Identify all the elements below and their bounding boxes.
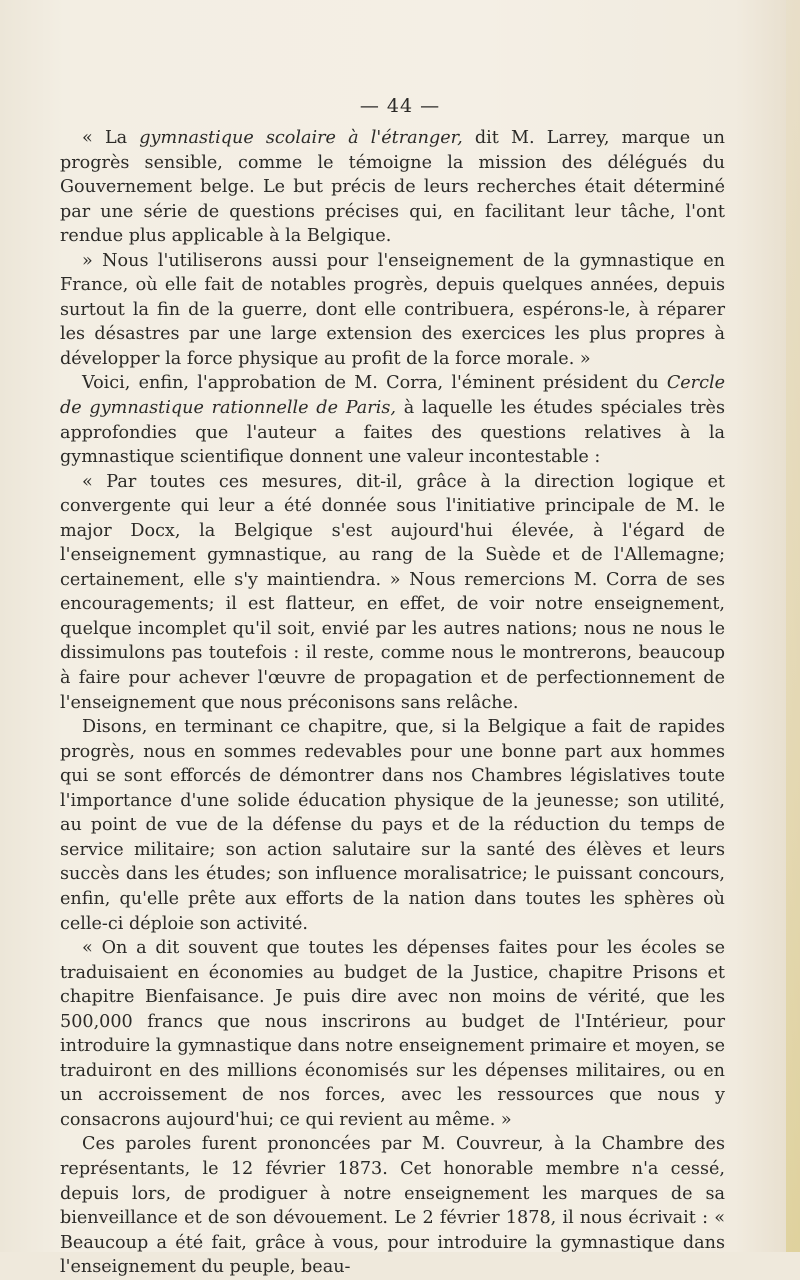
page-edge-stain (786, 0, 800, 1252)
paragraph-gymnastics-france: » Nous l'utiliserons aussi pour l'enseignement de la gymnastique en France, où elle fait de notables progrès, depuis quelques années, depuis surtout la fin de la guerre, dont elle contribuera, espérons-le, à réparer les désastres par une large extension des exercices les plus propres à développer la force physique au profit de la force morale. » (60, 250, 725, 369)
text-run: Voici, enfin, l'approbation de M. Corra, l'éminent président du (82, 373, 667, 394)
paragraph-corra-approval (60, 371, 725, 469)
page-number: — 44 — (359, 95, 441, 117)
paragraph-corra-quote: « Par toutes ces mesures, dit-il, grâce à la direction logique et convergente qui leur a été donnée sous l'initiative principale de M. le major Docx, la Belgique s'est aujourd'hui élevée, à l'égard de l'enseignement gymnastique, au rang de la Suède et de l'Allemagne; certainement, elle s'y maintiendra. » Nous remercions M. Corra de ses encouragements; il est flatteur, en effet, de voir notre enseignement, quelque incomplet qu'il soit, envié par les autres nations; nous ne nous le dissimulons pas toutefois : il reste, comme nous le montrerons, beaucoup à faire pour achever l'œuvre de propagation et de perfectionnement de l'enseignement que nous préconisons sans relâche. (60, 471, 725, 713)
italic-title: Cercle de gymnastique rationnelle de Paris, (60, 373, 725, 419)
italic-title: gymnastique scolaire à l'étranger, (139, 128, 463, 148)
text-run: « La (82, 128, 140, 148)
body-text (60, 126, 725, 1280)
text-run: à laquelle les études spéciales très approfondies que l'auteur a faites des questions relatives à la gymnastique scientifique donnent une valeur incontestable : (60, 398, 725, 468)
paragraph-chapter-conclusion: Disons, en terminant ce chapitre, que, si la Belgique a fait de rapides progrès, nous en sommes redevables pour une bonne part aux hommes qui se sont efforcés de démontrer dans nos Chambres législatives toute l'importance d'une solide éducation physique de la jeunesse; son utilité, au point de vue de la défense du pays et de la réduction du temps de service militaire; son action salutaire sur la santé des élèves et leurs succès dans les études; son influence moralisatrice; le puissant concours, enfin, qu'elle prête aux efforts de la nation dans toutes les sphères où celle-ci déploie son activité. (60, 717, 725, 934)
paragraph-larrey-quote (60, 126, 725, 249)
text-run: dit M. Larrey, marque un progrès sensible, comme le témoigne la mission des délégués du Gouvernement belge. Le but précis de leurs recherches était déterminé par une série de questions précises qui, en facilitant leur tâche, l'ont rendue plus applicable à la Belgique. (60, 128, 726, 247)
paragraph-budget-quote: « On a dit souvent que toutes les dépenses faites pour les écoles se traduisaient en économies au budget de la Justice, chapitre Prisons et chapitre Bienfaisance. Je puis dire avec non moins de vérité, que les 500,000 francs que nous inscrirons au budget de l'Intérieur, pour introduire la gymnastique dans notre enseignement primaire et moyen, se traduiront en des millions économisés sur les dépenses militaires, ou en un accroissement de nos forces, avec les ressources que nous y consacrons aujourd'hui; ce qui revient au même. » (60, 938, 725, 1130)
paragraph-couvreur: Ces paroles furent prononcées par M. Couvreur, à la Chambre des représentants, le 12 février 1873. Cet honorable membre n'a cessé, depuis lors, de prodiguer à notre enseignement les marques de sa bienveillance et de son dévouement. Le 2 février 1878, il nous écrivait : « Beaucoup a été fait, grâce à vous, pour introduire la gymnastique dans l'enseignement du peuple, beau- (60, 1134, 725, 1278)
